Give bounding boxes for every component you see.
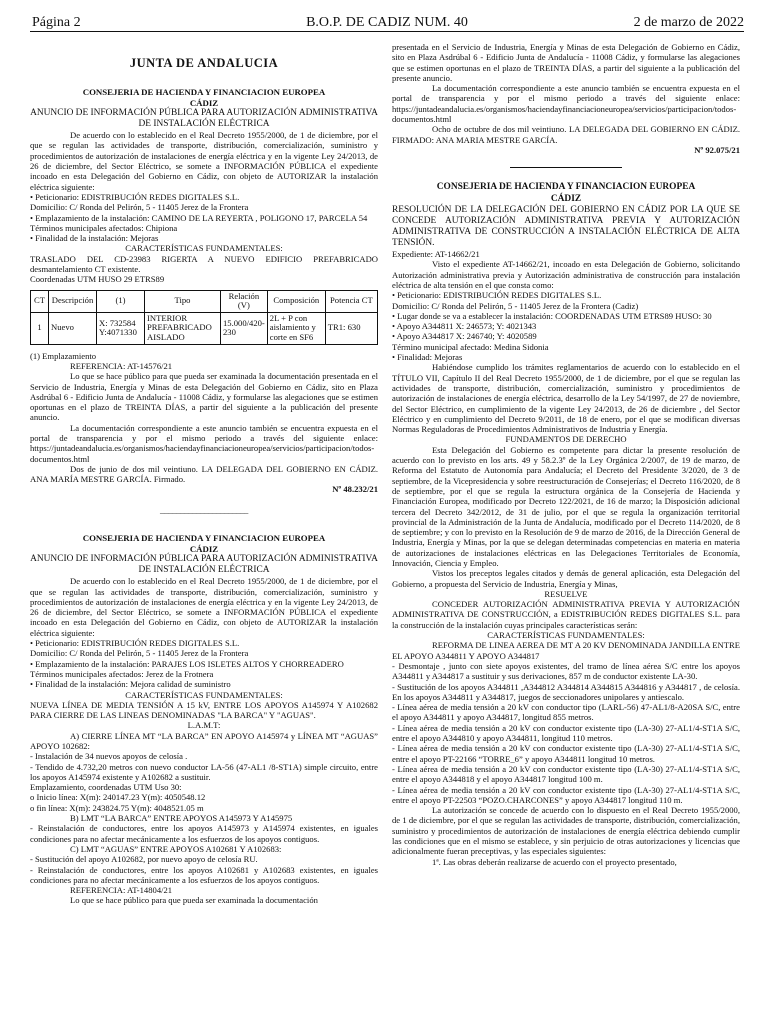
right-column bbox=[392, 42, 740, 867]
peticionario: • Peticionario: EDISTRIBUCIÓN REDES DIGITALES S.L. bbox=[392, 290, 602, 301]
referencia: REFERENCIA: AT-14576/21 bbox=[70, 360, 173, 371]
list-item: - Línea aérea de media tensión a 20 kV con conductor existente tipo (LA-30) 27-AL1/4-ST1A S/C, entre el apoyo A344818 y el apoyo A344817 longitud 100 m. bbox=[392, 763, 740, 785]
caracteristicas-text: NUEVA LÍNEA DE MEDIA TENSIÓN A 15 kV, ENTRE LOS APOYOS A145974 Y A102682 PARA CIERRE DE LAS LINEAS DENOMINADAS "LA BARCA" Y "AGUAS". bbox=[30, 699, 378, 721]
caracteristicas-heading: CARACTERÍSTICAS FUNDAMENTALES: bbox=[487, 630, 645, 641]
apoyo-1: • Apoyo A344811 X: 246573; Y: 4021343 bbox=[392, 321, 537, 332]
publicity-paragraph: Lo que se hace público para que pueda ser examinada la documentación presentada en el Servicio de Industria, Energía y Minas de esta Delegación del Gobierno en Cádiz, sito en Plaza Asdrúbal 6 - Edificio Junta de Andalucía - 11008 Cádiz, y formularse las alegaciones que se estimen oportunas en el plazo de TREINTA DÍAS, a partir del siguiente a la publicación del presente anuncio. bbox=[30, 371, 378, 423]
terminos: Términos municipales afectados: Chipiona bbox=[30, 222, 178, 233]
transparency-paragraph: La documentación correspondiente a este anuncio también se encuentra expuesta en el portal de transparencia y por el mismo periodo a través del siguiente enlace: https://juntadeandalucia.es/organismos/haciendayfinanciacioneuropea/servicios/participacion/todos-documentos.html bbox=[30, 422, 378, 464]
list-item: - Línea aérea de media tensión a 20 kV con conductor tipo (LARL-56) 47-AL1/8-A20SA S/C, entre el apoyo A344811 y apoyo A344817, longitud 855 metros. bbox=[392, 702, 740, 723]
left-column bbox=[30, 42, 378, 906]
section-c-item: - Sustitución del apoyo A102682, por nuevo apoyo de celosía RU. bbox=[30, 854, 258, 865]
announcement-2 bbox=[30, 533, 378, 906]
autorizacion-paragraph: La autorización se concede de acuerdo con lo dispuesto en el Real Decreto 1955/2000, de 1 de diciembre, por el que se regulan las actividades de transporte, distribución, comercialización, suministro y procedimientos de autorización de instalaciones de energía eléctrica debiendo cumplir las condiciones que en el mismo se establece, y sin perjuicio de otras autorizaciones y licencias que adicionalmente fueran preceptivas, y las especiales siguientes: bbox=[392, 805, 740, 857]
caracteristicas-heading: CARACTERÍSTICAS FUNDAMENTALES: bbox=[125, 243, 283, 254]
condition-1: 1ª. Las obras deberán realizarse de acuerdo con el proyecto presentado, bbox=[432, 856, 677, 867]
habiendose-paragraph: Habiéndose cumplido los trámites reglamentarios de acuerdo con lo establecido en el TÍTULO VII, Capítulo II del Real Decreto 1955/2000, de 1 de diciembre, por el que se regulan las actividades de transporte, distribución, comercialización, suministro y procedimientos de autorización de instalaciones de energía eléctrica, desarrollo de la Ley 54/1997, de 27 de noviembre, del Sector Eléctrico, en cumplimiento de la vigente Ley 24/2013, de 26 de diciembre , del Sector Eléctrico y en cumplimiento del Decreto 9/2011, de 18 de enero, por el que se modifican diversas Normas Reguladoras de Procedimientos Administrativos de Industria y Energía. bbox=[392, 362, 740, 435]
caracteristicas-text: TRASLADO DEL CD-23983 RIGERTA A NUEVO EDIFICIO PREFABRICADO desmantelamiento CT existente. bbox=[30, 253, 378, 275]
announcement-number: Nº 92.075/21 bbox=[694, 144, 740, 155]
table-header-row bbox=[31, 290, 378, 312]
section-a-item: - Instalación de 34 nuevos apoyos de celosía . bbox=[30, 751, 188, 762]
page-number: Página 2 bbox=[32, 15, 81, 30]
terminos: Términos municipales afectados: Jerez de la Frotnera bbox=[30, 668, 214, 679]
separator: ______________________ bbox=[160, 504, 248, 515]
page-header bbox=[30, 14, 744, 32]
announcement-1 bbox=[30, 87, 378, 515]
resuelve-heading: RESUELVE bbox=[544, 588, 588, 599]
announcement-3 bbox=[392, 182, 740, 867]
list-item: - Desmontaje , junto con siete apoyos existentes, del tramo de línea aérea S/C entre los apoyos A344811 y A344817 a sustituir y sus derivaciones, 857 m de conductor existente LA-30. bbox=[392, 660, 740, 682]
list-item: - Línea aérea de media tensión a 20 kV con conductor existente tipo (LA-30) 27-AL1/4-ST1A S/C, entre el apoyo A344810 y apoyo A344811, longitud 110 metros. bbox=[392, 722, 740, 744]
td-composicion: 2L + P con aislamiento y corte en SF6 bbox=[267, 312, 325, 344]
competence-paragraph: Esta Delegación del Gobierno es competente para dictar la presente resolución de acuerdo con lo previsto en los arts. 49 y 58.2.3º de la Ley Orgánica 2/2007, de 19 de marzo, de Reforma del Estatuto de Autonomía para Andalucía; el Decreto del Presidente 3/2020, de 3 de septiembre, de la Vicepresidencia y sobre reestructuración de Consejerías; el Decreto 116/2020, de 8 de septiembre, por el que se regula la estructura orgánica de la Consejería de Hacienda y Financiación Europea, modificado por Decreto 122/2021, de 16 de marzo; la Disposición adicional tercera del Decreto 342/2012, de 31 de julio, por el que se regula la organización territorial provincial de la Administración de la Junta de Andalucía, modificado por el Decreto 114/2020, de 8 de septiembre; y con lo previsto en la Resolución de 9 de marzo de 2016, de la Dirección General de Industria, Energía y Minas, por la que se delegan determinadas competencias en materia en materia de autorizaciones de instalaciones eléctricas en las Delegaciones Territoriales de Economía, Innovación, Ciencia y Empleo. bbox=[392, 444, 740, 568]
section-c-item: - Reinstalación de conductores, entre los apoyos A102681 y A102683 existentes, en iguales condiciones para no afectar mecánicamente a los esfuerzos de los apoyos contiguos. bbox=[30, 864, 378, 885]
cadiz-heading: CÁDIZ bbox=[189, 97, 219, 108]
table-note: (1) Emplazamiento bbox=[30, 350, 97, 361]
apoyo-2: • Apoyo A344817 X: 246740; Y: 4020589 bbox=[392, 331, 537, 342]
td-coords: X: 732584 Y:4071330 bbox=[97, 312, 145, 344]
lugar: • Lugar donde se va a establecer la instalación: COORDENADAS UTM ETRS89 HUSO: 30 bbox=[392, 310, 712, 321]
consejeria-heading: CONSEJERIA DE HACIENDA Y FINANCIACION EUROPEA bbox=[436, 182, 696, 193]
signature-paragraph: Dos de junio de dos mil veintiuno. LA DELEGADA DEL GOBIERNO EN CÁDIZ. ANA MARÍA MESTRE GARCÍA. Firmado. bbox=[30, 463, 378, 485]
th-descripcion: Descripción bbox=[49, 290, 97, 312]
section-a-item: o Inicio línea: X(m): 240147.23 Y(m): 4050548.12 bbox=[30, 792, 206, 803]
th-tipo: Tipo bbox=[145, 290, 221, 312]
termino: Término municipal afectado: Medina Sidonia bbox=[392, 341, 549, 352]
td-tipo: INTERIOR PREFABRICADO AISLADO bbox=[145, 312, 221, 344]
fundamentos-heading: FUNDAMENTOS DE DERECHO bbox=[505, 434, 627, 445]
domicilio: Domicilio: C/ Ronda del Pelirón, 5 - 11405 Jerez de la Frontera bbox=[30, 202, 249, 213]
separator-line bbox=[510, 167, 622, 168]
announcement-number: Nº 48.232/21 bbox=[332, 484, 378, 495]
section-a-item: - Tendido de 4.732,20 metros con nuevo conductor LA-56 (47-AL1 /8-ST1A) simple circuito, entre los apoyos A145974 existente y A102682 a sustituir. bbox=[30, 761, 378, 782]
th-composicion: Composición bbox=[267, 290, 325, 312]
th-1: (1) bbox=[97, 290, 145, 312]
td-potencia: TR1: 630 bbox=[325, 312, 377, 344]
domicilio: Domicilio: C/ Ronda del Pelirón, 5 - 11405 Jerez de la Frontera bbox=[30, 648, 249, 659]
domicilio: Domicilio: C/ Ronda del Pelirón, 5 - 11405 Jerez de la Frontera (Cadiz) bbox=[392, 300, 639, 311]
finalidad: • Finalidad de la instalación: Mejoras bbox=[30, 233, 159, 244]
section-b-item: - Reinstalación de conductores, entre los apoyos A145973 y A145974 existentes, en iguales condiciones para no afectar mecánicamente a los esfuerzos de los apoyos contiguos. bbox=[30, 823, 378, 844]
concede-paragraph: CONCEDER AUTORIZACIÓN ADMINISTRATIVA PREVIA Y AUTORIZACIÓN ADMINISTRATIVA DE CONSTRUCCIÓN, a EDISTRIBUCIÓN REDES DIGITALES S.L. para la construcción de la instalación cuyas principales características serán: bbox=[392, 599, 740, 630]
list-item: - Sustitución de los apoyos A344811 ,A344812 A344814 A344815 A344816 y A344817 , de celosía. En los apoyos A344811 y A344817, juegos de seccionadores unipolares y antiescalo. bbox=[392, 681, 740, 702]
section-a-item: Emplazamiento, coordenadas UTM Uso 30: bbox=[30, 782, 182, 793]
finalidad: • Finalidad de la instalación: Mejora calidad de suministro bbox=[30, 679, 231, 690]
referencia: REFERENCIA: AT-14804/21 bbox=[70, 885, 173, 896]
consejeria-heading: CONSEJERIA DE HACIENDA Y FINANCIACION EUROPEA bbox=[82, 533, 326, 544]
visto-paragraph: Visto el expediente AT-14662/21, incoado en esta Delegación de Gobierno, solicitando Autorización administrativa previa y Autorización administrativa de construcción para instalación eléctrica de alta tensión en el que consta como: bbox=[392, 259, 740, 290]
issue-date: 2 de marzo de 2022 bbox=[633, 15, 744, 30]
announcement-title: ANUNCIO DE INFORMACIÓN PÚBLICA PARA AUTORIZACIÓN ADMINISTRATIVA DE INSTALACIÓN ELÉCTRICA bbox=[30, 554, 378, 576]
announcement-title: ANUNCIO DE INFORMACIÓN PÚBLICA PARA AUTORIZACIÓN ADMINISTRATIVA DE INSTALACIÓN ELÉCTRICA bbox=[30, 108, 378, 130]
continued-paragraph: presentada en el Servicio de Industria, Energía y Minas de esta Delegación de Gobierno en Cádiz, sito en Plaza Asdrúbal 6 - Edificio Junta de Andalucía - 11008 Cádiz, y formularse las alegaciones que se estimen oportunas en el plazo de TREINTA DÍAS, a partir del siguiente a la publicación del presente anuncio. bbox=[392, 42, 740, 83]
td-relacion: 15.000/420-230 bbox=[221, 312, 268, 344]
emplazamiento: • Emplazamiento de la instalación: CAMINO DE LA REYERTA , POLIGONO 17, PARCELA 54 bbox=[30, 212, 368, 223]
emplazamiento: • Emplazamiento de la instalación: PARAJES LOS ISLETES ALTOS Y CHORREADERO bbox=[30, 658, 344, 669]
section-b: B) LMT “LA BARCA” ENTRE APOYOS A145973 Y A145975 bbox=[70, 813, 293, 824]
caracteristicas-heading: CARACTERÍSTICAS FUNDAMENTALES: bbox=[125, 689, 283, 700]
reforma-paragraph: REFORMA DE LINEA AEREA DE MT A 20 KV DENOMINADA JANDILLA ENTRE EL APOYO A344811 Y APOYO A344817 bbox=[392, 640, 740, 661]
expediente: Expediente: AT-14662/21 bbox=[392, 249, 480, 260]
transparency-paragraph: La documentación correspondiente a este anuncio también se encuentra expuesta en el portal de transparencia y por el mismo periodo a través del siguiente enlace: https://juntadeandalucia.es/organismos/haciendayfinanciacioneuropea/servicios/participacion/todos-documentos.html bbox=[392, 83, 740, 125]
finalidad: • Finalidad: Mejoras bbox=[392, 352, 463, 363]
ct-table bbox=[30, 290, 378, 345]
section-a: A) CIERRE LÍNEA MT “LA BARCA” EN APOYO A145974 y LÍNEA MT “AGUAS” APOYO 102682: bbox=[30, 730, 378, 751]
td-ct: 1 bbox=[31, 312, 49, 344]
section-title: JUNTA DE ANDALUCIA bbox=[129, 56, 279, 70]
th-potencia: Potencia CT bbox=[325, 290, 377, 312]
th-relacion: Relación (V) bbox=[221, 290, 268, 312]
peticionario: • Peticionario: EDISTRIBUCIÓN REDES DIGITALES S.L. bbox=[30, 191, 240, 202]
consejeria-heading: CONSEJERIA DE HACIENDA Y FINANCIACION EUROPEA bbox=[82, 87, 326, 97]
section-c: C) LMT “AGUAS” ENTRE APOYOS A102681 Y A102683: bbox=[70, 843, 282, 854]
peticionario: • Peticionario: EDISTRIBUCIÓN REDES DIGITALES S.L. bbox=[30, 638, 240, 649]
publicity-paragraph: Lo que se hace público para que pueda ser examinada la documentación bbox=[70, 895, 318, 906]
section-a-item: o fin línea: X(m): 243824.75 Y(m): 4048521.05 m bbox=[30, 802, 204, 813]
th-ct: CT bbox=[31, 290, 49, 312]
vistos-paragraph: Vistos los preceptos legales citados y demás de general aplicación, esta Delegación del Gobierno, a propuesta del Servicio de Industria, Energía y Minas, bbox=[392, 568, 740, 589]
list-item: - Línea aérea de media tensión a 20 kV con conductor existente tipo (LA-30) 27-AL1/4-ST1A S/C, entre el apoyo PT-22166 “TORRE_6” y apoyo A344811 longitud 10 metros. bbox=[392, 743, 740, 764]
intro-paragraph: De acuerdo con lo establecido en el Real Decreto 1955/2000, de 1 de diciembre, por el que se regulan las actividades de transporte, distribución, comercialización, suministro y procedimientos de autorización de instalaciones de energía eléctrica y en la vigente Ley 24/2013, de 26 de diciembre, del Sector Eléctrico, se somete a INFORMACIÓN PÚBLICA el expediente incoado en esta Delegación del Gobierno en Cádiz, con objeto de AUTORIZAR la instalación eléctrica siguiente: bbox=[30, 576, 378, 638]
journal-title: B.O.P. DE CADIZ NUM. 40 bbox=[306, 15, 468, 30]
resolution-title: RESOLUCIÓN DE LA DELEGACIÓN DEL GOBIERNO EN CÁDIZ POR LA QUE SE CONCEDE AUTORIZACIÓN ADMINISTRATIVA PREVIA Y AUTORIZACIÓN ADMINISTRATIVA DE CONSTRUCCIÓN A INSTALACIÓN ELÉCTRICA DE ALTA TENSIÓN. bbox=[392, 205, 740, 249]
lamt-heading: L.A.M.T: bbox=[187, 720, 221, 731]
signature-paragraph: Ocho de octubre de dos mil veintiuno. LA DELEGADA DEL GOBIERNO EN CÁDIZ. FIRMADO: ANA MARIA MESTRE GARCÍA. bbox=[392, 124, 740, 145]
list-item: - Línea aérea de media tensión a 20 kV con conductor existente tipo (LA-30) 27-AL1/4-ST1A S/C, entre el apoyo PT-22503 “POZO.CHARCONES” y apoyo A344817 longitud 110 m. bbox=[392, 784, 740, 805]
cadiz-heading: CÁDIZ bbox=[550, 193, 582, 204]
intro-paragraph: De acuerdo con lo establecido en el Real Decreto 1955/2000, de 1 de diciembre, por el que se regulan las actividades de transporte, distribución, comercialización, suministro y procedimientos de autorización de instalaciones de energía eléctrica y en la vigente Ley 24/2013, de 26 de diciembre, del Sector Eléctrico, se somete a INFORMACIÓN PÚBLICA el expediente incoado en esta Delegación del Gobierno en Cádiz, con objeto de AUTORIZAR la instalación eléctrica siguiente: bbox=[30, 130, 378, 192]
cadiz-heading: CÁDIZ bbox=[189, 543, 219, 554]
coordenadas: Coordenadas UTM HUSO 29 ETRS89 bbox=[30, 274, 165, 285]
td-descripcion: Nuevo bbox=[49, 312, 97, 344]
table-row bbox=[31, 312, 378, 344]
